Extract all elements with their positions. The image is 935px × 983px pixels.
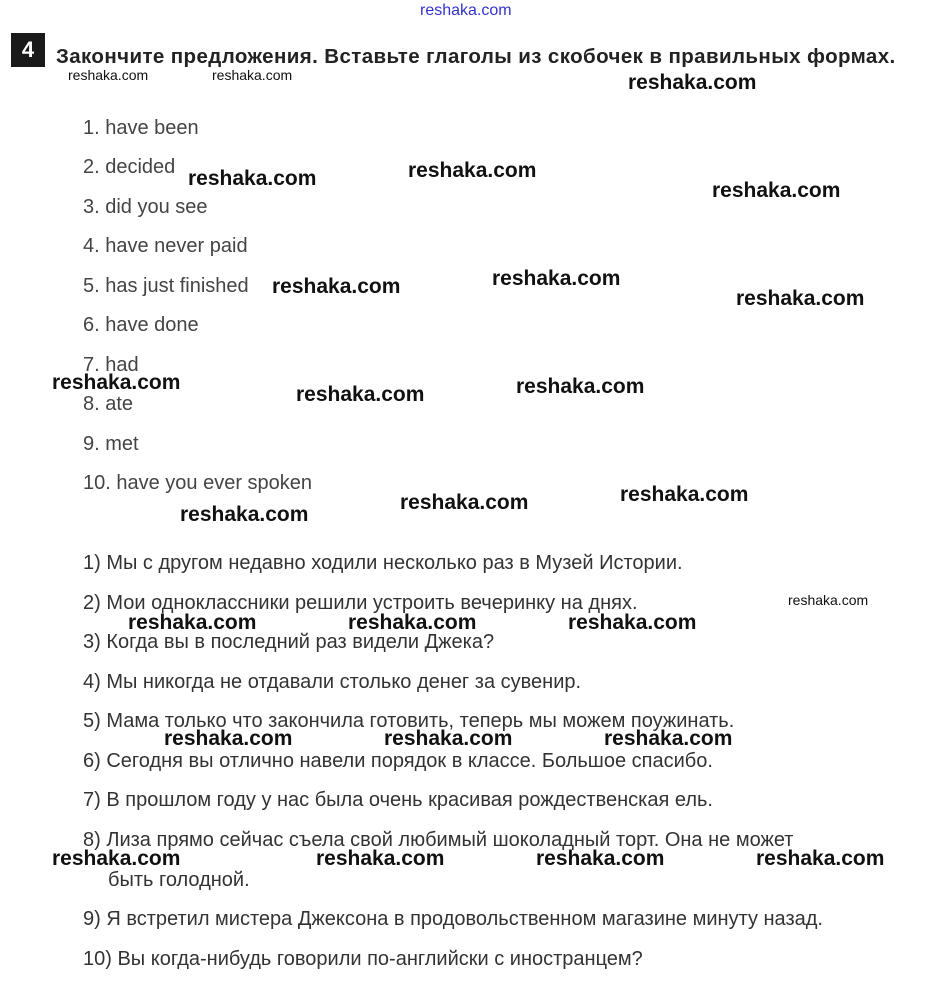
watermark: reshaka.com	[68, 67, 149, 83]
watermark: reshaka.com	[516, 375, 645, 398]
translation-item: 9) Я встретил мистера Джексона в продовольственном магазине минуту назад.	[83, 908, 823, 930]
watermark: reshaka.com	[628, 71, 757, 94]
answer-item: 3. did you see	[83, 196, 208, 218]
watermark: reshaka.com	[420, 2, 512, 19]
answer-item: 8. ate	[83, 393, 134, 415]
watermark: reshaka.com	[712, 179, 841, 202]
watermark: reshaka.com	[788, 592, 869, 608]
answer-item: 2. decided	[83, 156, 176, 178]
answer-item: 6. have done	[83, 314, 199, 336]
watermark: reshaka.com	[736, 287, 865, 310]
translation-item: 8) Лиза прямо сейчас съела свой любимый шоколадный торт. Она не может	[83, 829, 794, 851]
watermark: reshaka.com	[52, 371, 181, 394]
watermark: reshaka.com	[296, 383, 425, 406]
answer-item: 1. have been	[83, 117, 199, 139]
translation-item: 5) Мама только что закончила готовить, теперь мы можем поужинать.	[83, 710, 735, 732]
translation-item: 4) Мы никогда не отдавали столько денег за сувенир.	[83, 671, 582, 693]
watermark: reshaka.com	[408, 159, 537, 182]
exercise-number: 4	[11, 33, 45, 67]
exercise-title: Закончите предложения. Вставьте глаголы из скобочек в правильных формах.	[56, 45, 896, 68]
watermark: reshaka.com	[128, 611, 257, 634]
watermark: reshaka.com	[316, 847, 445, 870]
translation-item: 3) Когда вы в последний раз видели Джека?	[83, 631, 495, 653]
answer-item: 9. met	[83, 433, 139, 455]
answer-item: 10. have you ever spoken	[83, 472, 313, 494]
watermark: reshaka.com	[536, 847, 665, 870]
watermark: reshaka.com	[604, 727, 733, 750]
watermark: reshaka.com	[188, 167, 317, 190]
watermark: reshaka.com	[180, 503, 309, 526]
answer-item: 5. has just finished	[83, 275, 249, 297]
watermark: reshaka.com	[164, 727, 293, 750]
translation-item: 1) Мы с другом недавно ходили несколько раз в Музей Истории.	[83, 552, 683, 574]
watermark: reshaka.com	[756, 847, 885, 870]
watermark: reshaka.com	[620, 483, 749, 506]
watermark: reshaka.com	[212, 67, 293, 83]
watermark: reshaka.com	[384, 727, 513, 750]
answer-item: 4. have never paid	[83, 235, 248, 257]
watermark: reshaka.com	[492, 267, 621, 290]
translation-item: быть голодной.	[108, 869, 250, 891]
watermark: reshaka.com	[348, 611, 477, 634]
watermark: reshaka.com	[52, 847, 181, 870]
answer-item: 7. had	[83, 354, 139, 376]
watermark: reshaka.com	[568, 611, 697, 634]
translation-item: 2) Мои одноклассники решили устроить вечеринку на днях.	[83, 592, 638, 614]
watermark: reshaka.com	[400, 491, 529, 514]
translation-item: 10) Вы когда-нибудь говорили по-английски с иностранцем?	[83, 948, 643, 970]
translation-item: 6) Сегодня вы отлично навели порядок в классе. Большое спасибо.	[83, 750, 713, 772]
watermark: reshaka.com	[272, 275, 401, 298]
translation-item: 7) В прошлом году у нас была очень красивая рождественская ель.	[83, 789, 713, 811]
